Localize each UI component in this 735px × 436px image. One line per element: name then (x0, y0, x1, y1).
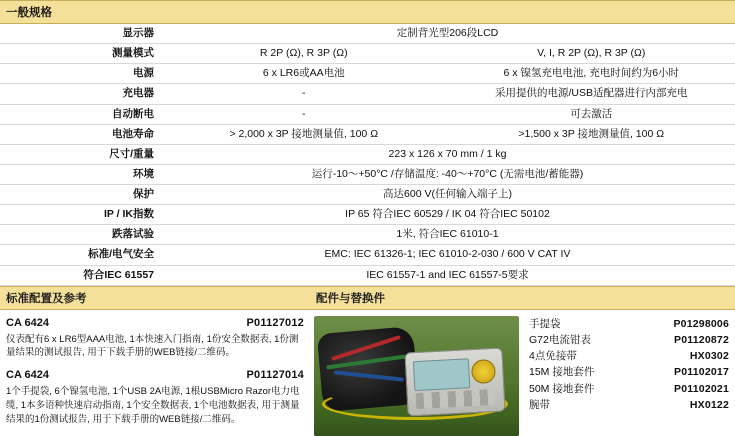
product-photo (314, 316, 519, 436)
photo-meter-dial (471, 359, 496, 384)
table-row (0, 225, 735, 245)
spec-value: 运行-10～+50°C /存储温度: -40～+70°C (无需电池/蓄能器) (160, 164, 735, 184)
spec-value: 定制背光型206段LCD (160, 24, 735, 44)
table-row (0, 265, 735, 285)
table-row (0, 245, 735, 265)
accessory-name: 腕带 (529, 397, 550, 413)
spec-label: 保护 (0, 185, 160, 205)
reference-header (6, 316, 304, 332)
table-row (0, 205, 735, 225)
section-header-general-specs: 一般规格 (0, 0, 735, 24)
table-row (0, 144, 735, 164)
accessory-code: HX0302 (690, 348, 729, 364)
spec-value-col3: 采用提供的电源/USB适配器进行内部充电 (448, 84, 735, 104)
spec-label: 电池寿命 (0, 124, 160, 144)
spec-label: 标准/电气安全 (0, 245, 160, 265)
spec-value: 1米, 符合IEC 61010-1 (160, 225, 735, 245)
spec-value-col2: > 2,000 x 3P 接地测量值, 100 Ω (160, 124, 448, 144)
spec-value: 高达600 V(任何输入端子上) (160, 185, 735, 205)
table-row (0, 124, 735, 144)
spec-label: 环境 (0, 164, 160, 184)
accessory-code: P01102021 (674, 381, 729, 397)
reference-code: P01127014 (247, 368, 304, 384)
reference-list (0, 310, 310, 427)
reference-header (6, 368, 304, 384)
spec-value-col2: R 2P (Ω), R 3P (Ω) (160, 44, 448, 64)
accessory-code: P01120872 (674, 332, 729, 348)
specifications-table (0, 24, 735, 286)
accessory-code: P01102017 (674, 364, 729, 380)
section-header-accessories: 配件与替换件 (310, 286, 735, 310)
table-row (0, 84, 735, 104)
table-row (0, 24, 735, 44)
list-item (529, 381, 735, 397)
accessory-code: HX0122 (690, 397, 729, 413)
accessories-column (310, 286, 735, 436)
spec-label: 尺寸/重量 (0, 144, 160, 164)
spec-label: 自动断电 (0, 104, 160, 124)
spec-label: IP / IK指数 (0, 205, 160, 225)
photo-meter-buttons (416, 389, 495, 409)
table-row (0, 44, 735, 64)
photo-earth-tester (404, 347, 505, 416)
spec-value-col2: 6 x LR6或AA电池 (160, 64, 448, 84)
spec-label: 电源 (0, 64, 160, 84)
spec-value-col3: 可去激活 (448, 104, 735, 124)
spec-value-col3: V, I, R 2P (Ω), R 3P (Ω) (448, 44, 735, 64)
reference-code: P01127012 (247, 316, 304, 332)
spec-label: 显示器 (0, 24, 160, 44)
spec-label: 跌落试验 (0, 225, 160, 245)
spec-value-col3: 6 x 镍氢充电电池, 充电时间约为6小时 (448, 64, 735, 84)
spec-value-col2: - (160, 104, 448, 124)
accessory-name: 15M 接地套件 (529, 364, 594, 380)
spec-value-col2: - (160, 84, 448, 104)
reference-description: 仪表配有6 x LR6型AAA电池, 1本快速入门指南, 1份安全数据表, 1份测量结果的测试报告, 用于下载手册的WEB链接/二维码。 (6, 333, 304, 361)
accessories-list (529, 316, 735, 436)
standard-config-column (0, 286, 310, 436)
section-header-standard-config: 标准配置及参考 (0, 286, 310, 310)
table-row (0, 64, 735, 84)
list-item (529, 316, 735, 332)
accessory-name: 4点免接带 (529, 348, 577, 364)
list-item (529, 348, 735, 364)
list-item (529, 364, 735, 380)
reference-description: 1个手提袋, 6个镍氢电池, 1个USB 2A电源, 1根USBMicro Razor电力电缆, 1本多语种快速启动指南, 1个安全数据表, 1个电池数据表, 用于测量结果的1份测试报告, 用于下载手册的WEB链接/二维码。 (6, 385, 304, 426)
reference-model: CA 6424 (6, 316, 49, 332)
spec-label: 符合IEC 61557 (0, 265, 160, 285)
accessory-name: 手提袋 (529, 316, 561, 332)
table-row (0, 164, 735, 184)
spec-value-col3: >1,500 x 3P 接地测量值, 100 Ω (448, 124, 735, 144)
table-row (0, 185, 735, 205)
reference-model: CA 6424 (6, 368, 49, 384)
spec-value: 223 x 126 x 70 mm / 1 kg (160, 144, 735, 164)
bottom-area (0, 286, 735, 436)
spec-value: IP 65 符合IEC 60529 / IK 04 符合IEC 50102 (160, 205, 735, 225)
list-item (6, 368, 304, 426)
accessory-name: G72电流钳表 (529, 332, 591, 348)
spec-value: EMC: IEC 61326-1; IEC 61010-2-030 / 600 V CAT IV (160, 245, 735, 265)
spec-label: 充电器 (0, 84, 160, 104)
spec-value: IEC 61557-1 and IEC 61557-5要求 (160, 265, 735, 285)
accessory-code: P01298006 (673, 316, 729, 332)
table-row (0, 104, 735, 124)
spec-label: 测量模式 (0, 44, 160, 64)
list-item (6, 316, 304, 360)
list-item (529, 397, 735, 413)
accessory-name: 50M 接地套件 (529, 381, 594, 397)
photo-meter-display (413, 358, 470, 391)
list-item (529, 332, 735, 348)
